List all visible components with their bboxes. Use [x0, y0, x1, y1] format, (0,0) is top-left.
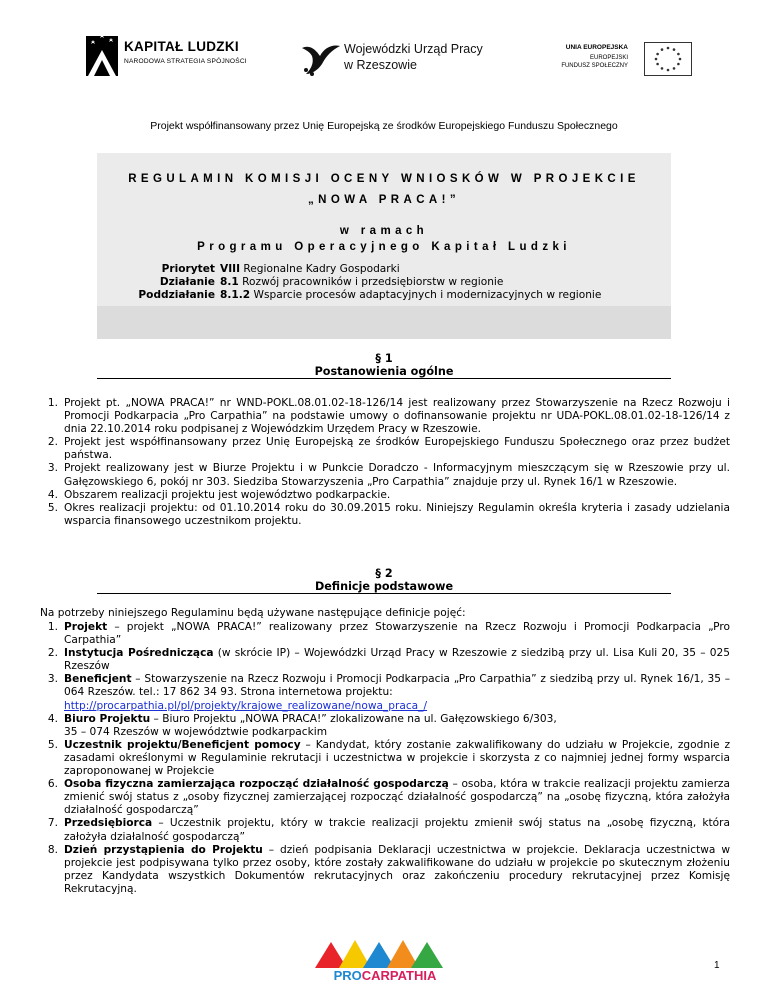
wup-name-line1: Wojewódzki Urząd Pracy	[344, 42, 483, 56]
cofinancing-note: Projekt współfinansowany przez Unię Europejską ze środków Europejskiego Funduszu Społecznego	[150, 120, 618, 132]
kapital-ludzki-emblem-icon	[82, 30, 122, 82]
eu-fund-label-1: EUROPEJSKI	[589, 55, 628, 61]
wup-bird-icon	[300, 40, 342, 78]
classification-value: VIII Regionalne Kadry Gospodarki	[220, 263, 400, 275]
list-item: 5. Okres realizacji projektu: od 01.10.2014 roku do 30.09.2015 roku. Niniejszy Regulamin określa kryteria i zasady udzielania wsparcia finansowego uczestnikom projektu.	[47, 501, 730, 527]
classification-label: Priorytet	[161, 263, 215, 275]
programme-name: Programu Operacyjnego Kapitał Ludzki	[197, 241, 571, 253]
kapital-ludzki-title: KAPITAŁ LUDZKI	[124, 39, 239, 54]
eu-union-label: UNIA EUROPEJSKA	[565, 44, 628, 51]
classification-value: 8.1 Rozwój pracowników i przedsiębiorstw w regionie	[220, 276, 504, 288]
section-1-heading	[97, 352, 671, 379]
list-item: 2. Projekt jest współfinansowany przez Unię Europejską ze środków Europejskiego Funduszu Społecznego oraz przez budżet państwa.	[47, 436, 730, 462]
definition-item: 1. Projekt – projekt „NOWA PRACA!” realizowany przez Stowarzyszenie na Rzecz Rozwoju i Promocji Podkarpacia „Pro Carpathia”	[47, 621, 730, 647]
definition-item: 7. Przedsiębiorca – Uczestnik projektu, który w trakcie realizacji projektu zmienił swój status na „osobę fizyczną, która założyła działalność gospodarczą”	[47, 817, 730, 843]
definition-item: 5. Uczestnik projektu/Beneficjent pomocy – Kandydat, który zostanie zakwalifikowany do udziału w Projekcie, zgodnie z zasadami określonymi w Regulaminie rekrutacji i uczestnictwa w projekcie i skorzysta z co najmniej jednej formy wsparcia zaproponowanej w Projekcie	[47, 738, 731, 778]
definition-item: 4. Biuro Projektu – Biuro Projektu „NOWA PRACA!” zlokalizowane na ul. Gałęzowskiego 6/303, 35 – 074 Rzeszów w województwie podkarpackim	[47, 712, 557, 738]
definitions-intro: Na potrzeby niniejszego Regulaminu będą używane następujące definicje pojęć:	[40, 607, 466, 619]
section-1-number: § 1	[375, 352, 393, 365]
page-number: 1	[714, 960, 720, 971]
project-name: „NOWA PRACA!”	[308, 194, 460, 206]
classification-value: 8.1.2 Wsparcie procesów adaptacyjnych i modernizacyjnych w regionie	[220, 289, 602, 301]
pro-carpathia-wordmark: PROCARPATHIA	[333, 968, 437, 983]
definition-item: 6. Osoba fizyczna zamierzająca rozpocząć działalność gospodarczą – osoba, która w trakcie realizacji projektu zamierza zmienić swój status z „osoby fizycznej zamierzającej rozpocząć działalność gospodarczą” na „osobę fizyczną, która założyła działalność gospodarczą”	[47, 778, 730, 817]
within-label: w ramach	[339, 225, 429, 237]
list-item: 4. Obszarem realizacji projektu jest województwo podkarpackie.	[47, 488, 391, 501]
eu-logo	[548, 40, 698, 80]
pro-carpathia-mountains-icon	[305, 938, 465, 968]
section-2-number: § 2	[375, 567, 393, 580]
section-1-title: Postanowienia ogólne	[97, 365, 671, 379]
wup-logo	[300, 40, 530, 80]
wup-name-line2: w Rzeszowie	[344, 58, 417, 72]
kapital-ludzki-subtitle: NARODOWA STRATEGIA SPÓJNOŚCI	[124, 58, 247, 65]
document-title: REGULAMIN KOMISJI OCENY WNIOSKÓW W PROJEKCIE	[128, 173, 640, 185]
eu-flag-icon	[644, 42, 692, 76]
classification-label: Poddziałanie	[138, 289, 215, 301]
definitions-list	[40, 621, 730, 896]
kapital-ludzki-logo	[82, 30, 272, 82]
project-website-link[interactable]: http://procarpathia.pl/pl/projekty/krajowe_realizowane/nowa_praca_/	[64, 699, 428, 712]
list-item: 3. Projekt realizowany jest w Biurze Projektu i w Punkcie Doradczo - Informacyjnym mieszczącym się w Rzeszowie przy ul. Gałęzowskiego 6, pokój nr 303. Siedziba Stowarzyszenia „Pro Carpathia” znajduje przy ul. Rynek 16/1 w Rzeszowie.	[47, 462, 730, 488]
list-item: 1. Projekt pt. „NOWA PRACA!” nr WND-POKL.08.01.02-18-126/14 jest realizowany przez Stowarzyszenie na Rzecz Rozwoju i Promocji Podkarpacia „Pro Carpathia” na podstawie umowy o dofinansowanie projektu nr UDA-POKL.08.01.02-18-126/14 z dnia 22.10.2014 roku podpisanej z Wojewódzkim Urzędem Pracy w Rzeszowie.	[47, 397, 730, 436]
section-2-heading	[97, 567, 671, 594]
title-block	[97, 153, 671, 339]
classification-label: Działanie	[159, 276, 215, 288]
definition-item: 3. Beneficjent – Stowarzyszenie na Rzecz Rozwoju i Promocji Podkarpacia „Pro Carpathia” z siedzibą przy ul. Rynek 16/1, 35 – 064 Rzeszów. tel.: 17 862 34 93. Strona internetowa projektu: http://procarpathia.pl/pl/projekty/krajowe_realizowane/nowa_praca_/	[47, 673, 730, 712]
definition-item: 8. Dzień przystąpienia do Projektu – dzień podpisania Deklaracji uczestnictwa w projekcie. Deklaracja uczestnictwa w projekcie jest podpisywana tylko przez osoby, które zostały zakwalifikowane do udziału w projekcie po skutecznym złożeniu przez Kandydata wszystkich Dokumentów rekrutacyjnych oraz zakończeniu procedury rekrutacyjnej przez Komisję Rekrutacyjną.	[47, 843, 730, 895]
pro-carpathia-logo	[305, 938, 465, 986]
definition-item: 2. Instytucja Pośrednicząca (w skrócie IP) – Wojewódzki Urząd Pracy w Rzeszowie z siedzibą przy ul. Lisa Kuli 20, 35 – 025 Rzeszów	[47, 647, 730, 673]
eu-fund-label-2: FUNDUSZ SPOŁECZNY	[561, 63, 628, 69]
title-block-band	[97, 306, 671, 339]
section-1-list	[40, 397, 730, 528]
section-2-title: Definicje podstawowe	[97, 580, 671, 594]
